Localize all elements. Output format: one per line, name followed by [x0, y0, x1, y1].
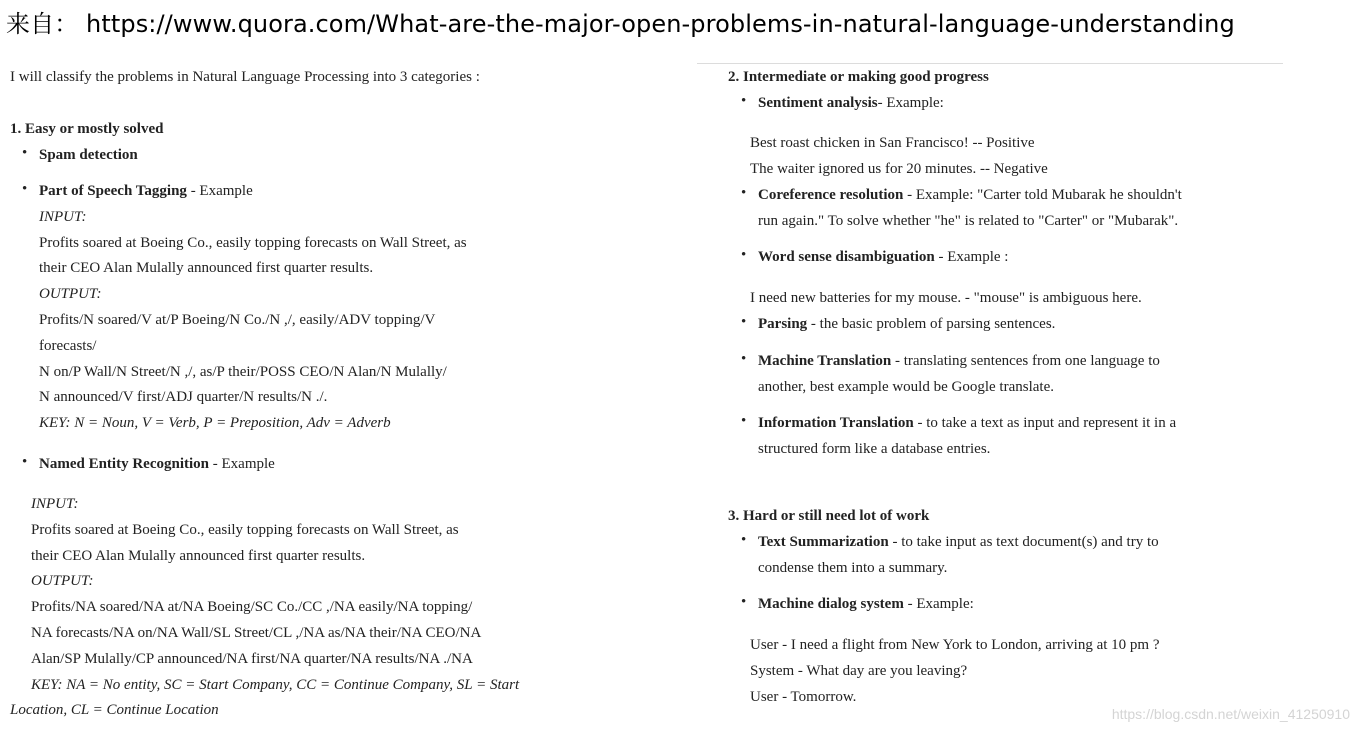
ner-input-line: Profits soared at Boeing Co., easily topping forecasts on Wall Street, as — [31, 522, 459, 538]
md-dialog-line: User - I need a flight from New York to London, arriving at 10 pm ? — [750, 637, 1160, 653]
ner-item — [39, 454, 275, 474]
pos-output-line: Profits/N soared/V at/P Boeing/N Co./N ,/, easily/ADV topping/V — [39, 312, 436, 328]
wsd-item — [758, 247, 1008, 267]
ner-output-label: OUTPUT: — [31, 573, 94, 589]
ner-output-line: NA forecasts/NA on/NA Wall/SL Street/CL ,/NA as/NA their/NA CEO/NA — [31, 625, 482, 641]
sentiment-suffix: - Example: — [877, 95, 944, 111]
md-item — [758, 594, 974, 614]
ner-input-label: INPUT: — [31, 496, 79, 512]
section-2-heading: 2. Intermediate or making good progress — [728, 69, 989, 85]
md-suffix: - Example: — [903, 596, 974, 612]
bullet-dot: • — [741, 351, 747, 367]
ner-title: Named Entity Recognition — [39, 456, 209, 472]
section-1-heading: 1. Easy or mostly solved — [10, 121, 164, 137]
mt-line: another, best example would be Google translate. — [758, 379, 1054, 395]
bullet-dot: • — [741, 594, 747, 610]
it-title: Information Translation — [758, 415, 914, 431]
mt-suffix: - translating sentences from one language to — [891, 353, 1160, 369]
ts-item — [758, 532, 1159, 552]
coreference-title: Coreference resolution — [758, 187, 904, 203]
sentiment-example: The waiter ignored us for 20 minutes. -- Negative — [750, 161, 1048, 177]
parsing-item — [758, 314, 1055, 334]
pos-input-line: Profits soared at Boeing Co., easily topping forecasts on Wall Street, as — [39, 235, 467, 251]
bullet-dot: • — [741, 532, 747, 548]
coreference-suffix: - Example: "Carter told Mubarak he shouldn't — [903, 187, 1182, 203]
pos-key: KEY: N = Noun, V = Verb, P = Preposition, Adv = Adverb — [39, 415, 391, 431]
md-dialog-line: System - What day are you leaving? — [750, 663, 968, 679]
column-divider — [697, 63, 1283, 64]
pos-output-line: forecasts/ — [39, 338, 97, 354]
bullet-dot: • — [741, 185, 747, 201]
it-suffix: - to take a text as input and represent it in a — [913, 415, 1177, 431]
bullet-dot: • — [741, 314, 747, 330]
ner-suffix: - Example — [209, 456, 275, 472]
wsd-title: Word sense disambiguation — [758, 249, 935, 265]
pos-input-label: INPUT: — [39, 209, 87, 225]
wsd-example: I need new batteries for my mouse. - "mouse" is ambiguous here. — [750, 290, 1142, 306]
pos-input-line: their CEO Alan Mulally announced first quarter results. — [39, 260, 374, 276]
bullet-dot: • — [741, 247, 747, 263]
pos-tagging-suffix: - Example — [186, 183, 253, 199]
bullet-dot: • — [22, 145, 28, 161]
bullet-dot: • — [22, 181, 28, 197]
sentiment-title: Sentiment analysis — [758, 95, 878, 111]
md-title: Machine dialog system — [758, 596, 904, 612]
watermark: https://blog.csdn.net/weixin_41250910 — [1111, 706, 1350, 722]
coreference-line: run again." To solve whether "he" is related to "Carter" or "Mubarak". — [758, 213, 1179, 229]
parsing-suffix: - the basic problem of parsing sentences. — [807, 316, 1056, 332]
ner-key: KEY: NA = No entity, SC = Start Company, CC = Continue Company, SL = Start — [31, 677, 520, 693]
ts-line: condense them into a summary. — [758, 560, 948, 576]
md-dialog-line: User - Tomorrow. — [750, 689, 857, 705]
ts-suffix: - to take input as text document(s) and try to — [888, 534, 1159, 550]
ner-key: Location, CL = Continue Location — [10, 702, 219, 718]
mt-title: Machine Translation — [758, 353, 892, 369]
sentiment-example: Best roast chicken in San Francisco! -- Positive — [750, 135, 1035, 151]
section-3-heading: 3. Hard or still need lot of work — [728, 508, 930, 524]
coreference-item — [758, 185, 1182, 205]
pos-tagging-item — [39, 181, 253, 201]
ts-title: Text Summarization — [758, 534, 889, 550]
it-item — [758, 413, 1176, 433]
ner-output-line: Alan/SP Mulally/CP announced/NA first/NA quarter/NA results/NA ./NA — [31, 651, 473, 667]
source-url: 来自： https://www.quora.com/What-are-the-major-open-problems-in-natural-language-understanding — [6, 10, 1235, 38]
ner-output-line: Profits/NA soared/NA at/NA Boeing/SC Co./CC ,/NA easily/NA topping/ — [31, 599, 473, 615]
wsd-suffix: - Example : — [934, 249, 1009, 265]
sentiment-item — [758, 93, 944, 113]
bullet-dot: • — [741, 413, 747, 429]
bullet-dot: • — [22, 454, 28, 470]
spam-detection-title: Spam detection — [39, 147, 138, 163]
parsing-title: Parsing — [758, 316, 808, 332]
pos-output-line: N on/P Wall/N Street/N ,/, as/P their/POSS CEO/N Alan/N Mulally/ — [39, 364, 447, 380]
pos-output-line: N announced/V first/ADJ quarter/N results/N ./. — [39, 389, 328, 405]
mt-item — [758, 351, 1160, 371]
ner-input-line: their CEO Alan Mulally announced first quarter results. — [31, 548, 366, 564]
it-line: structured form like a database entries. — [758, 441, 991, 457]
pos-output-label: OUTPUT: — [39, 286, 102, 302]
pos-tagging-title: Part of Speech Tagging — [39, 183, 187, 199]
bullet-dot: • — [741, 93, 747, 109]
intro-text: I will classify the problems in Natural Language Processing into 3 categories : — [10, 69, 480, 85]
